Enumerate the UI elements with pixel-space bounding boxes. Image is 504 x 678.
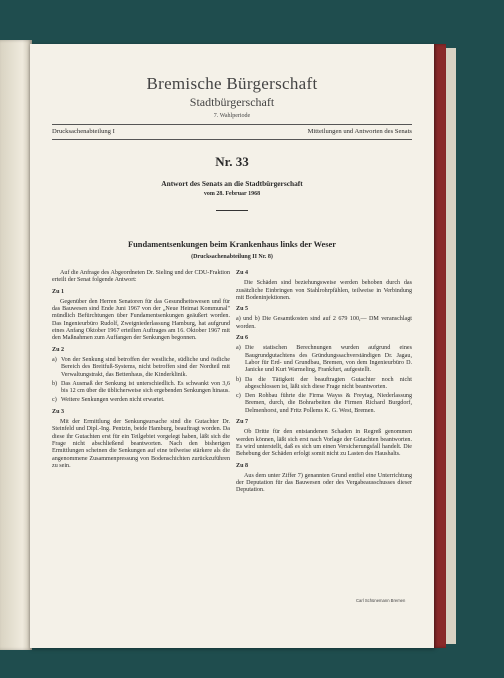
document-page xyxy=(30,44,434,648)
section-heading-zu2: Zu 2 xyxy=(52,346,65,353)
left-page-edge xyxy=(0,40,32,650)
section-text-zu4: Die Schäden sind beziehungsweise werden behoben durch das zusätzliche Einbringen von Stahlrohrpfählen, teilweise in Verbindung mit Bodeninjektionen. xyxy=(236,280,412,301)
section-heading-zu5: Zu 5 xyxy=(236,306,249,313)
right-column xyxy=(236,270,412,497)
topic-reference: (Drucksachenabteilung II Nr. 8) xyxy=(191,254,273,260)
department-line xyxy=(52,128,412,135)
list-marker: a) xyxy=(52,356,57,363)
list-marker: a) xyxy=(236,345,241,352)
intro-paragraph: Auf die Anfrage des Abgeordneten Dr. Sieling und der CDU-Fraktion erteilt der Senat folgende Antwort: xyxy=(52,270,230,284)
list-item xyxy=(236,345,412,374)
section-heading-zu1: Zu 1 xyxy=(52,288,65,295)
header-rule-top xyxy=(52,124,412,125)
section-heading-zu4: Zu 4 xyxy=(236,270,249,276)
department-right: Mitteilungen und Antworten des Senats xyxy=(307,128,412,135)
list-text: Weitere Senkungen werden nicht erwartet. xyxy=(61,397,165,404)
section-text-zu8: Aus dem unter Ziffer 7) genannten Grund entfiel eine Unterrichtung der Deputation für das Bauwesen oder des Vergabeausschusses dieser Deputation. xyxy=(236,472,412,494)
section-text-zu5: a) und b) Die Gesamtkosten sind auf 2 679 100,— DM veranschlagt worden. xyxy=(236,316,412,330)
list-text: Da die Tätigkeit der beauftragten Gutachter noch nicht abgeschlossen ist, läßt sich diese Frage nicht beantworten. xyxy=(245,376,412,390)
list-item xyxy=(52,357,230,379)
list-marker: c) xyxy=(52,397,57,404)
masthead-subtitle: Stadtbürgerschaft xyxy=(189,95,275,109)
separator-rule xyxy=(216,210,248,211)
document-heading: Antwort des Senats an die Stadtbürgerschaft xyxy=(161,179,303,188)
department-left: Drucksachenabteilung I xyxy=(52,128,115,135)
list-text: Den Rohbau führte die Firma Wayss & Freytag, Niederlassung Bremen, durch, die Bohrarbeiten die Firmen Richard Burgdorf, Delmenhorst, und Fritz Pollems K. G. West, Bremen. xyxy=(245,393,412,414)
masthead-period: 7. Wahlperiode xyxy=(213,113,251,119)
left-column xyxy=(52,270,230,472)
section-text-zu3: Mit der Ermittlung der Senkungsursache sind die Gutachter Dr. Steinfeld und Dipl.-Ing. Pentzin, beide Hamburg, beauftragt worden. Da diese ihr Gutachten erst für ein Teilgebiet vorgelegt haben, läßt sich die Frage nicht abschließend beantworten. Nach den bisherigen Ermittlungen scheinen die Senkungen auf eine teilweise stärkere als die angenommene Zusammenpressung von Bodenschichten zurückzuführen zu sein. xyxy=(52,419,230,469)
list-item xyxy=(236,393,412,415)
list-text: Die statischen Berechnungen wurden aufgrund eines Baugrundgutachtens des Gründungssachverständigen Dr. Jagau, Labor für Erd- und Grundbau, Bremen, von dem Ingenieurbüro D. Janicke und Kurt Warmeling, Frankfurt, aufgestellt. xyxy=(245,345,412,374)
document-date: vom 28. Februar 1968 xyxy=(203,191,261,197)
list-item xyxy=(236,377,412,392)
binding-edge xyxy=(432,44,446,648)
list-marker: c) xyxy=(236,393,241,400)
printer-imprint: Carl Schünemann Bremen xyxy=(356,598,406,603)
masthead-title: Bremische Bürgerschaft xyxy=(146,74,318,93)
masthead xyxy=(30,74,434,119)
document-number: Nr. 33 xyxy=(215,154,249,169)
header-rule-bottom xyxy=(52,139,412,140)
list-item xyxy=(52,381,230,396)
section-heading-zu8: Zu 8 xyxy=(236,462,249,469)
section-heading-zu3: Zu 3 xyxy=(52,408,65,415)
list-marker: b) xyxy=(52,380,58,387)
page-stack-edge xyxy=(446,48,456,644)
list-text: Das Ausmaß der Senkung ist unterschiedlich. Es schwankt von 3,6 bis 12 cm über die üblicherweise sich ergebenden Senkungen hinaus. xyxy=(61,380,230,395)
section-text-zu7: Ob Dritte für den entstandenen Schaden in Regreß genommen werden können, läßt sich erst nach Vorlage der Gutachten beantworten. Es wird unterstellt, daß es sich um einen Versicherungsfall handelt. Die Behebung der Schäden erfolgt somit nicht zu Lasten des Haushalts. xyxy=(236,429,412,458)
section-heading-zu7: Zu 7 xyxy=(236,419,249,426)
section-text-zu1: Gegenüber den Herren Senatoren für das Gesundheitswesen und für das Bauwesen sind Ende Juni 1967 von der „Neue Heimat Kommunal" mündlich Befürchtungen über Fundamentsenkungen geäußert worden. Das Ingenieurbüro Rudolf, Zweigniederlassung Hamburg, hat aufgrund eines Anfang Oktober 1967 erteilten Auftrages am 16. Oktober 1967 mit den Maßnahmen zum Auffangen der Senkungen begonnen. xyxy=(52,298,230,342)
list-item xyxy=(52,397,230,404)
list-text: Von der Senkung sind betroffen der westliche, südliche und östliche Bereich des Breitfuß-Systems, nicht betroffen sind der Nordteil mit Verwaltungstrakt, das Bettenhaus, die Kinderklinik. xyxy=(61,356,230,378)
list-marker: b) xyxy=(236,376,242,383)
topic-title: Fundamentsenkungen beim Krankenhaus links der Weser xyxy=(128,240,336,249)
section-heading-zu6: Zu 6 xyxy=(236,335,249,342)
